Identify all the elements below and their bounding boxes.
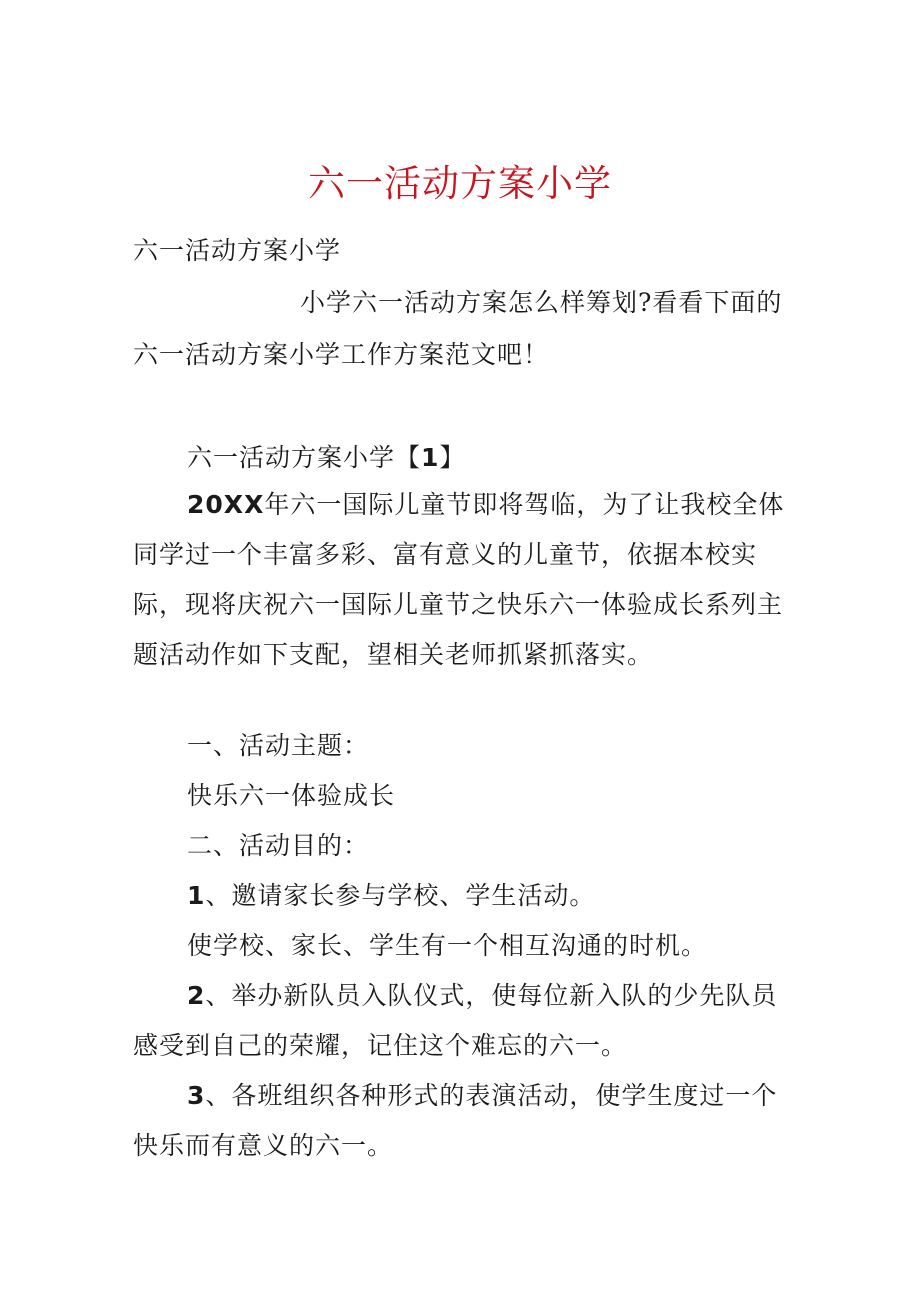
purpose-item-3-text: 、各班组织各种形式的表演活动，使学生度过一个 <box>205 1081 778 1110</box>
document-subtitle: 六一活动方案小学 <box>133 236 342 265</box>
theme-heading: 一、活动主题： <box>187 731 370 760</box>
section-1-heading-number: 1 <box>421 443 440 472</box>
purpose-item-1-line-2: 使学校、家长、学生有一个相互沟通的时机。 <box>187 931 708 960</box>
paragraph-1-year: 20XX <box>187 490 265 519</box>
purpose-item-3-number: 3 <box>187 1081 206 1110</box>
intro-line-1: 小学六一活动方案怎么样筹划?看看下面的 <box>300 288 783 317</box>
paragraph-1-line-2: 同学过一个丰富多彩、富有意义的儿童节，依据本校实 <box>133 540 758 569</box>
purpose-item-2 <box>187 978 777 1014</box>
purpose-item-1 <box>187 878 595 914</box>
paragraph-1-line-1 <box>187 487 784 523</box>
purpose-item-2-number: 2 <box>187 981 206 1010</box>
purpose-item-1-text: 、邀请家长参与学校、学生活动。 <box>205 881 596 910</box>
purpose-item-1-number: 1 <box>187 881 206 910</box>
paragraph-1-line-3: 际，现将庆祝六一国际儿童节之快乐六一体验成长系列主 <box>133 590 784 619</box>
intro-line-2: 六一活动方案小学工作方案范文吧！ <box>133 340 550 369</box>
section-1-heading-close: 】 <box>439 443 466 472</box>
purpose-item-2-line-2: 感受到自己的荣耀，记住这个难忘的六一。 <box>133 1031 628 1060</box>
document-title: 六一活动方案小学 <box>308 162 612 205</box>
purpose-item-3-line-2: 快乐而有意义的六一。 <box>133 1131 394 1160</box>
section-1-heading <box>187 440 465 476</box>
purpose-item-3 <box>187 1078 777 1114</box>
purpose-item-2-text: 、举办新队员入队仪式，使每位新入队的少先队员 <box>205 981 778 1010</box>
theme-value: 快乐六一体验成长 <box>187 781 396 810</box>
section-1-heading-text: 六一活动方案小学【 <box>187 443 422 472</box>
paragraph-1-line-1-text: 年六一国际儿童节即将驾临，为了让我校全体 <box>264 490 785 519</box>
paragraph-1-line-4: 题活动作如下支配，望相关老师抓紧抓落实。 <box>133 640 654 669</box>
purpose-heading: 二、活动目的： <box>187 831 370 860</box>
